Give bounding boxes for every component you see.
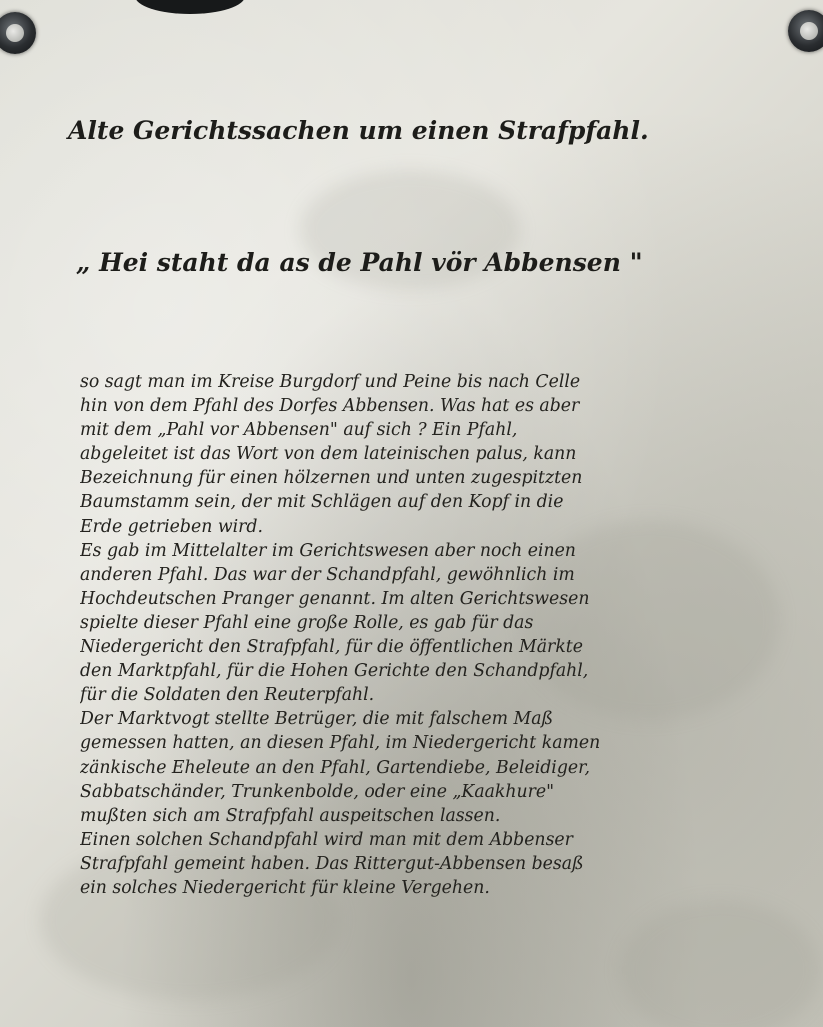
text-line: anderen Pfahl. Das war der Schandpfahl, gewöhnlich im [80,564,575,585]
text-line: Sabbatschänder, Trunkenbolde, oder eine „Kaakhure" [80,781,555,802]
text-line: Bezeichnung für einen hölzernen und unten zugespitzten [80,468,583,489]
text-line: Baumstamm sein, der mit Schlägen auf den Kopf in die [80,492,564,513]
text-line: so sagt man im Kreise Burgdorf und Peine bis nach Celle [80,372,581,392]
plaque-body-text [80,370,740,900]
screw-icon [0,12,36,54]
plaque-title: Alte Gerichtssachen um einen Strafpfahl. [68,116,649,145]
text-line: spielte dieser Pfahl eine große Rolle, es gab für das [80,612,534,633]
text-line: Einen solchen Schandpfahl wird man mit dem Abbenser [80,829,573,850]
text-line: gemessen hatten, an diesen Pfahl, im Niedergericht kamen [80,733,601,754]
text-line: zänkische Eheleute an den Pfahl, Gartendiebe, Beleidiger, [80,757,590,778]
text-line: hin von dem Pfahl des Dorfes Abbensen. Was hat es aber [80,396,580,417]
text-line: Hochdeutschen Pranger genannt. Im alten Gerichtswesen [80,588,590,609]
text-line: Niedergericht den Strafpfahl, für die öffentlichen Märkte [80,637,583,658]
text-line: mit dem „Pahl vor Abbensen" auf sich ? Ein Pfahl, [80,420,518,441]
screw-head [800,22,818,40]
text-line: den Marktpfahl, für die Hohen Gerichte den Schandpfahl, [80,661,589,682]
text-line: mußten sich am Strafpfahl auspeitschen lassen. [80,805,501,826]
text-line: für die Soldaten den Reuterpfahl. [80,685,375,706]
plaque-subtitle: „ Hei staht da as de Pahl vör Abbensen " [76,248,643,277]
weather-stain [620,900,820,1027]
screw-icon [788,10,823,52]
screw-head [6,24,24,42]
text-line: Erde getrieben wird. [80,516,263,537]
text-line: Strafpfahl gemeint haben. Das Rittergut-Abbensen besaß [80,853,584,874]
text-line: Es gab im Mittelalter im Gerichtswesen aber noch einen [80,540,576,561]
text-line: abgeleitet ist das Wort von dem lateinischen palus, kann [80,444,577,465]
text-line: Der Marktvogt stellte Betrüger, die mit falschem Maß [80,709,554,730]
text-line: ein solches Niedergericht für kleine Vergehen. [80,877,490,898]
mounting-hole [135,0,245,14]
